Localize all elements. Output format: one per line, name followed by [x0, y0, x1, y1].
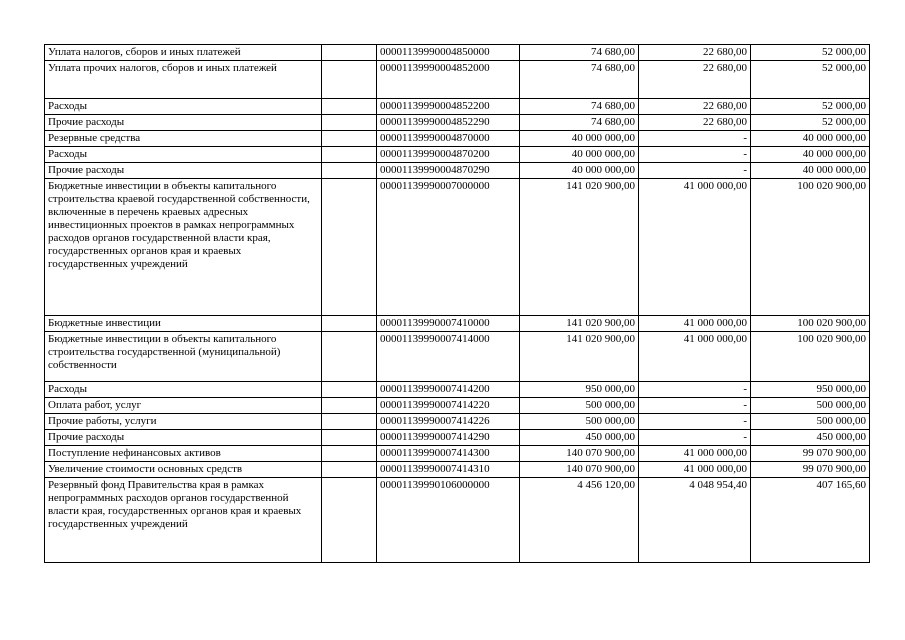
- row-col2-cell: 4 048 954,40: [639, 478, 751, 563]
- row-col3-cell: 450 000,00: [751, 430, 870, 446]
- row-col3-cell: 99 070 900,00: [751, 446, 870, 462]
- table-row: [45, 478, 870, 563]
- row-col3-cell: 500 000,00: [751, 414, 870, 430]
- row-col2-cell: 41 000 000,00: [639, 332, 751, 382]
- table-row: [45, 382, 870, 398]
- table-row: [45, 179, 870, 316]
- row-name-cell: Расходы: [45, 147, 322, 163]
- table-row: [45, 430, 870, 446]
- row-col3-cell: 99 070 900,00: [751, 462, 870, 478]
- row-total-cell: 74 680,00: [520, 115, 639, 131]
- table-row: [45, 316, 870, 332]
- row-name-cell: Прочие расходы: [45, 430, 322, 446]
- row-name-cell: Бюджетные инвестиции в объекты капитального строительства государственной (муниципальной) собственности: [45, 332, 322, 382]
- row-code-cell: 00001139990004870290: [377, 163, 520, 179]
- row-total-cell: 500 000,00: [520, 414, 639, 430]
- row-col2-cell: -: [639, 398, 751, 414]
- table-row: [45, 332, 870, 382]
- row-col2-cell: 41 000 000,00: [639, 446, 751, 462]
- row-code-cell: 00001139990007414000: [377, 332, 520, 382]
- row-name-cell: Расходы: [45, 99, 322, 115]
- row-col2-cell: 41 000 000,00: [639, 316, 751, 332]
- row-name-cell: Увеличение стоимости основных средств: [45, 462, 322, 478]
- row-empty-cell: [322, 163, 377, 179]
- row-empty-cell: [322, 131, 377, 147]
- row-col3-cell: 52 000,00: [751, 45, 870, 61]
- row-code-cell: 00001139990004852000: [377, 61, 520, 99]
- table-row: [45, 99, 870, 115]
- row-empty-cell: [322, 45, 377, 61]
- row-total-cell: 141 020 900,00: [520, 316, 639, 332]
- row-empty-cell: [322, 478, 377, 563]
- row-total-cell: 140 070 900,00: [520, 462, 639, 478]
- row-name-cell: Уплата прочих налогов, сборов и иных платежей: [45, 61, 322, 99]
- row-code-cell: 00001139990004852290: [377, 115, 520, 131]
- row-empty-cell: [322, 414, 377, 430]
- row-name-cell: Прочие расходы: [45, 115, 322, 131]
- row-empty-cell: [322, 430, 377, 446]
- row-name-cell: Резервный фонд Правительства края в рамках непрограммных расходов органов государственной власти края, государственных органов края и краевых государственных учреждений: [45, 478, 322, 563]
- row-col2-cell: -: [639, 163, 751, 179]
- table-row: [45, 45, 870, 61]
- row-name-cell: Прочие расходы: [45, 163, 322, 179]
- row-col2-cell: 22 680,00: [639, 61, 751, 99]
- row-code-cell: 00001139990004850000: [377, 45, 520, 61]
- row-col3-cell: 100 020 900,00: [751, 316, 870, 332]
- row-code-cell: 00001139990007414226: [377, 414, 520, 430]
- row-col2-cell: 22 680,00: [639, 115, 751, 131]
- row-code-cell: 00001139990007410000: [377, 316, 520, 332]
- table-row: [45, 115, 870, 131]
- row-empty-cell: [322, 332, 377, 382]
- row-empty-cell: [322, 462, 377, 478]
- row-empty-cell: [322, 398, 377, 414]
- row-col3-cell: 40 000 000,00: [751, 131, 870, 147]
- row-empty-cell: [322, 179, 377, 316]
- row-col2-cell: -: [639, 147, 751, 163]
- row-col3-cell: 100 020 900,00: [751, 332, 870, 382]
- row-empty-cell: [322, 115, 377, 131]
- table-row: [45, 163, 870, 179]
- row-empty-cell: [322, 382, 377, 398]
- row-col2-cell: 22 680,00: [639, 99, 751, 115]
- row-col2-cell: 41 000 000,00: [639, 462, 751, 478]
- row-col3-cell: 40 000 000,00: [751, 147, 870, 163]
- row-code-cell: 00001139990007414220: [377, 398, 520, 414]
- row-code-cell: 00001139990007414200: [377, 382, 520, 398]
- row-code-cell: 00001139990004870200: [377, 147, 520, 163]
- row-total-cell: 74 680,00: [520, 45, 639, 61]
- row-col2-cell: 41 000 000,00: [639, 179, 751, 316]
- row-col2-cell: 22 680,00: [639, 45, 751, 61]
- row-code-cell: 00001139990007414300: [377, 446, 520, 462]
- row-col3-cell: 500 000,00: [751, 398, 870, 414]
- row-code-cell: 00001139990007414310: [377, 462, 520, 478]
- table-row: [45, 446, 870, 462]
- row-total-cell: 950 000,00: [520, 382, 639, 398]
- row-col3-cell: 950 000,00: [751, 382, 870, 398]
- row-col3-cell: 52 000,00: [751, 115, 870, 131]
- row-name-cell: Расходы: [45, 382, 322, 398]
- row-total-cell: 40 000 000,00: [520, 131, 639, 147]
- row-col2-cell: -: [639, 414, 751, 430]
- row-col2-cell: -: [639, 430, 751, 446]
- table-row: [45, 131, 870, 147]
- row-total-cell: 141 020 900,00: [520, 332, 639, 382]
- row-col2-cell: -: [639, 131, 751, 147]
- row-col3-cell: 100 020 900,00: [751, 179, 870, 316]
- row-total-cell: 450 000,00: [520, 430, 639, 446]
- row-total-cell: 74 680,00: [520, 61, 639, 99]
- row-name-cell: Уплата налогов, сборов и иных платежей: [45, 45, 322, 61]
- row-total-cell: 40 000 000,00: [520, 163, 639, 179]
- row-code-cell: 00001139990007414290: [377, 430, 520, 446]
- budget-table: [44, 44, 870, 563]
- row-col3-cell: 52 000,00: [751, 99, 870, 115]
- row-total-cell: 500 000,00: [520, 398, 639, 414]
- table-row: [45, 147, 870, 163]
- row-name-cell: Оплата работ, услуг: [45, 398, 322, 414]
- row-name-cell: Прочие работы, услуги: [45, 414, 322, 430]
- row-code-cell: 00001139990007000000: [377, 179, 520, 316]
- row-name-cell: Резервные средства: [45, 131, 322, 147]
- row-code-cell: 00001139990004852200: [377, 99, 520, 115]
- row-name-cell: Поступление нефинансовых активов: [45, 446, 322, 462]
- row-name-cell: Бюджетные инвестиции в объекты капитального строительства краевой государственной собственности, включенные в перечень краевых адресных инвестиционных проектов в рамках непрограммных расходов органов государственной власти края, государственных органов края и краевых государственных учреждений: [45, 179, 322, 316]
- row-col2-cell: -: [639, 382, 751, 398]
- row-total-cell: 140 070 900,00: [520, 446, 639, 462]
- row-total-cell: 141 020 900,00: [520, 179, 639, 316]
- table-row: [45, 61, 870, 99]
- table-row: [45, 462, 870, 478]
- row-total-cell: 40 000 000,00: [520, 147, 639, 163]
- row-code-cell: 00001139990004870000: [377, 131, 520, 147]
- row-col3-cell: 407 165,60: [751, 478, 870, 563]
- row-code-cell: 00001139990106000000: [377, 478, 520, 563]
- row-empty-cell: [322, 147, 377, 163]
- budget-table-body: [45, 45, 870, 563]
- row-empty-cell: [322, 61, 377, 99]
- row-col3-cell: 52 000,00: [751, 61, 870, 99]
- row-name-cell: Бюджетные инвестиции: [45, 316, 322, 332]
- table-row: [45, 398, 870, 414]
- row-total-cell: 4 456 120,00: [520, 478, 639, 563]
- table-row: [45, 414, 870, 430]
- row-col3-cell: 40 000 000,00: [751, 163, 870, 179]
- row-empty-cell: [322, 99, 377, 115]
- row-empty-cell: [322, 446, 377, 462]
- row-empty-cell: [322, 316, 377, 332]
- row-total-cell: 74 680,00: [520, 99, 639, 115]
